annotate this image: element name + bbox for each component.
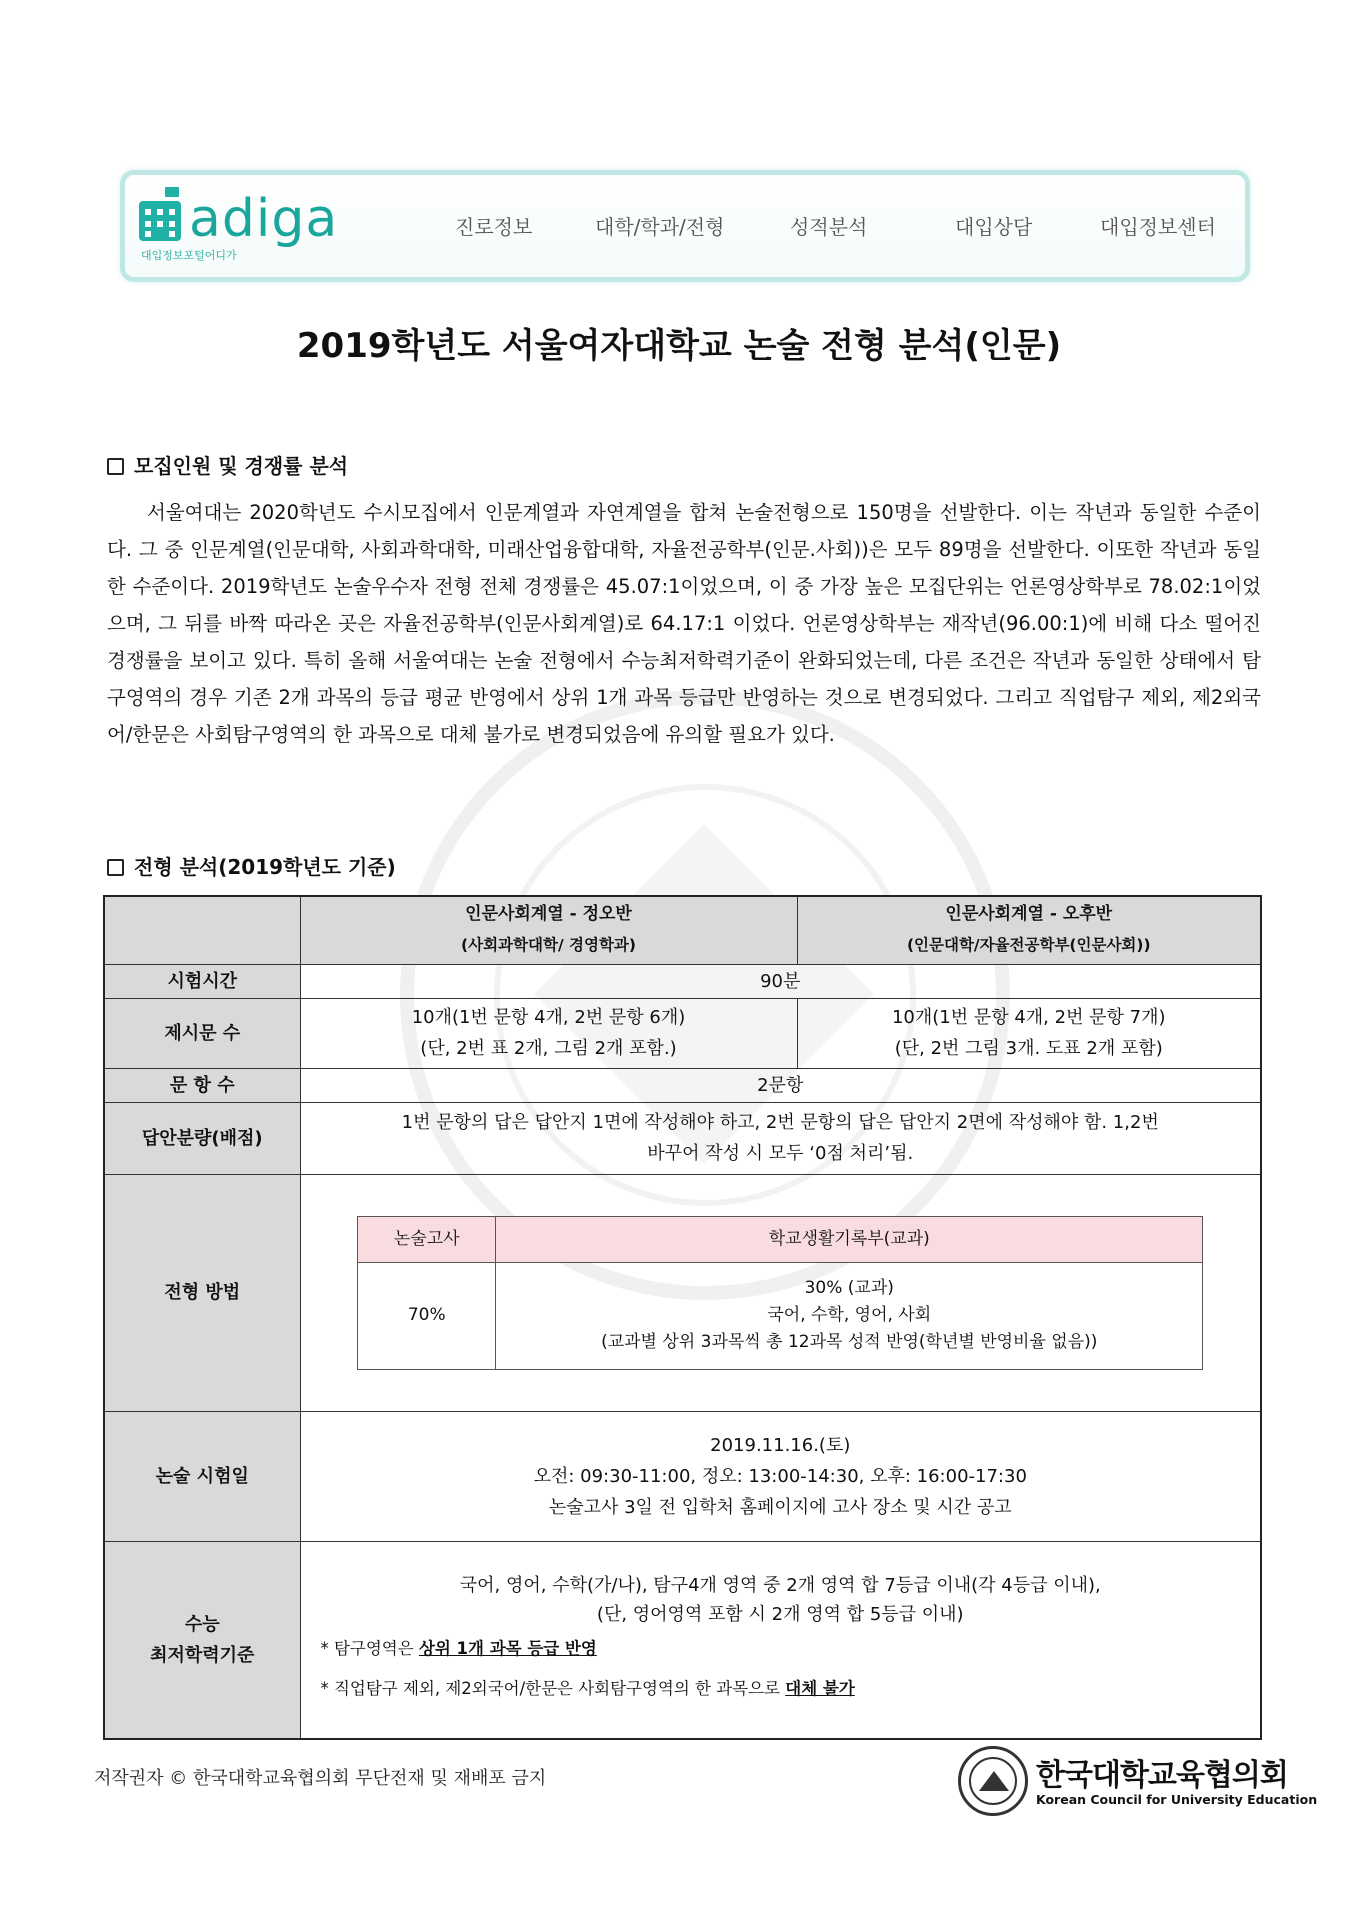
row-label-method: 전형 방법 xyxy=(104,1174,300,1411)
row-label-time: 시험시간 xyxy=(104,964,300,998)
method-inner-table xyxy=(357,1216,1203,1370)
checkbox-square-icon xyxy=(107,458,124,475)
row-label-min-standard: 수능 최저학력기준 xyxy=(104,1541,300,1739)
passages-afternoon: 10개(1번 문항 4개, 2번 문항 7개) (단, 2번 그림 3개. 도표 2개 포함) xyxy=(797,998,1261,1068)
questions-value: 2문항 xyxy=(300,1068,1261,1102)
table-row-min-standard xyxy=(104,1541,1261,1739)
table-row-header xyxy=(104,896,1261,964)
method-cell xyxy=(300,1174,1261,1411)
checkbox-square-icon xyxy=(107,859,124,876)
method-header-essay: 논술고사 xyxy=(358,1216,496,1262)
kcue-seal-icon xyxy=(958,1746,1028,1816)
table-row-questions xyxy=(104,1068,1261,1102)
building-icon xyxy=(139,201,181,241)
row-label-passages: 제시문 수 xyxy=(104,998,300,1068)
min-standard-value: 국어, 영어, 수학(가/나), 탐구4개 영역 중 2개 영역 합 7등급 이내(각 4등급 이내), (단, 영어영역 포함 시 2개 영역 합 5등급 이내) * 탐구영역은 상위 1개 과목 등급 반영 * 직업탐구 제외, 제2외국어/한문은 사회탐구영역의 한 과목으로 대체 불가 xyxy=(300,1541,1261,1739)
nav-counseling[interactable]: 대입상담 xyxy=(955,215,1033,239)
note-substitution: * 직업탐구 제외, 제2외국어/한문은 사회탐구영역의 한 과목으로 대체 불가 xyxy=(320,1678,855,1698)
table-row-answer xyxy=(104,1102,1261,1174)
page-title: 2019학년도 서울여자대학교 논술 전형 분석(인문) xyxy=(296,326,1062,366)
table-row-method xyxy=(104,1174,1261,1411)
nav-university-major[interactable]: 대학/학과/전형 xyxy=(595,215,725,239)
empty-header-cell xyxy=(104,896,300,964)
logo-flag-icon xyxy=(165,187,179,197)
kcue-logo xyxy=(958,1746,1318,1826)
passages-noon: 10개(1번 문항 4개, 2번 문항 6개) (단, 2번 표 2개, 그림 2개 포함.) xyxy=(300,998,797,1068)
copyright-notice: 저작권자 © 한국대학교육협의회 무단전재 및 재배포 금지 xyxy=(94,1768,547,1789)
table-row-passages xyxy=(104,998,1261,1068)
section-heading-analysis: 전형 분석(2019학년도 기준) xyxy=(107,851,396,880)
col-header-noon: 인문사회계열 - 정오반 (사회과학대학/ 경영학과) xyxy=(300,896,797,964)
method-record-detail: 30% (교과) 국어, 수학, 영어, 사회 (교과별 상위 3과목씩 총 12과목 성적 반영(학년별 반영비율 없음)) xyxy=(496,1262,1203,1369)
row-label-exam-date: 논술 시험일 xyxy=(104,1411,300,1541)
section-heading-competition: 모집인원 및 경쟁률 분석 xyxy=(107,450,348,479)
answer-value: 1번 문항의 답은 답안지 1면에 작성해야 하고, 2번 문항의 답은 답안지 2면에 작성해야 함. 1,2번 바꾸어 작성 시 모두 ‘0점 처리’됨. xyxy=(300,1102,1261,1174)
note-inquiry: * 탐구영역은 상위 1개 과목 등급 반영 xyxy=(320,1638,597,1658)
org-name-korean: 한국대학교육협의회 xyxy=(1036,1758,1288,1793)
row-label-questions: 문 항 수 xyxy=(104,1068,300,1102)
time-value: 90분 xyxy=(300,964,1261,998)
nav-career[interactable]: 진로정보 xyxy=(455,215,533,239)
method-essay-weight: 70% xyxy=(358,1262,496,1369)
admission-analysis-table xyxy=(103,895,1262,1740)
competition-paragraph: 서울여대는 2020학년도 수시모집에서 인문계열과 자연계열을 합쳐 논술전형으로 150명을 선발한다. 이는 작년과 동일한 수준이다. 그 중 인문계열(인문대학, 사회과학대학, 미래산업융합대학, 자율전공학부(인문.사회))은 모두 89명을 선발한다. 이또한 작년과 동일한 수준이다. 2019학년도 논술우수자 전형 전체 경쟁률은 45.07:1이었으며, 이 중 가장 높은 모집단위는 언론영상학부로 78.02:1이었으며, 그 뒤를 바짝 따라온 곳은 자율전공학부(인문사회계열)로 64.17:1 이었다. 언론영상학부는 재작년(96.00:1)에 비해 다소 떨어진 경쟁률을 보이고 있다. 특히 올해 서울여대는 논술 전형에서 수능최저학력기준이 완화되었는데, 다른 조건은 작년과 동일한 상태에서 탐구영역의 경우 기존 2개 과목의 등급 평균 반영에서 상위 1개 과목 등급만 반영하는 것으로 변경되었다. 그리고 직업탐구 제외, 제2외국어/한문은 사회탐구영역의 한 과목으로 대체 불가로 변경되었음에 유의할 필요가 있다. xyxy=(107,501,1261,746)
table-row-exam-date xyxy=(104,1411,1261,1541)
site-header-banner xyxy=(120,170,1250,282)
nav-info-center[interactable]: 대입정보센터 xyxy=(1100,215,1216,239)
table-row-time xyxy=(104,964,1261,998)
org-name-english: Korean Council for University Education xyxy=(1036,1792,1318,1807)
col-header-afternoon: 인문사회계열 - 오후반 (인문대학/자율전공학부(인문사회)) xyxy=(797,896,1261,964)
nav-score-analysis[interactable]: 성적분석 xyxy=(790,215,868,239)
row-label-answer: 답안분량(배점) xyxy=(104,1102,300,1174)
logo-subtitle: 대입정보포털어디가 xyxy=(141,249,237,262)
method-header-record: 학교생활기록부(교과) xyxy=(496,1216,1203,1262)
adiga-logo[interactable] xyxy=(139,189,369,267)
exam-date-value: 2019.11.16.(토) 오전: 09:30-11:00, 정오: 13:00-14:30, 오후: 16:00-17:30 논술고사 3일 전 입학처 홈페이지에 고사 장소 및 시간 공고 xyxy=(300,1411,1261,1541)
logo-text: adiga xyxy=(189,189,339,249)
